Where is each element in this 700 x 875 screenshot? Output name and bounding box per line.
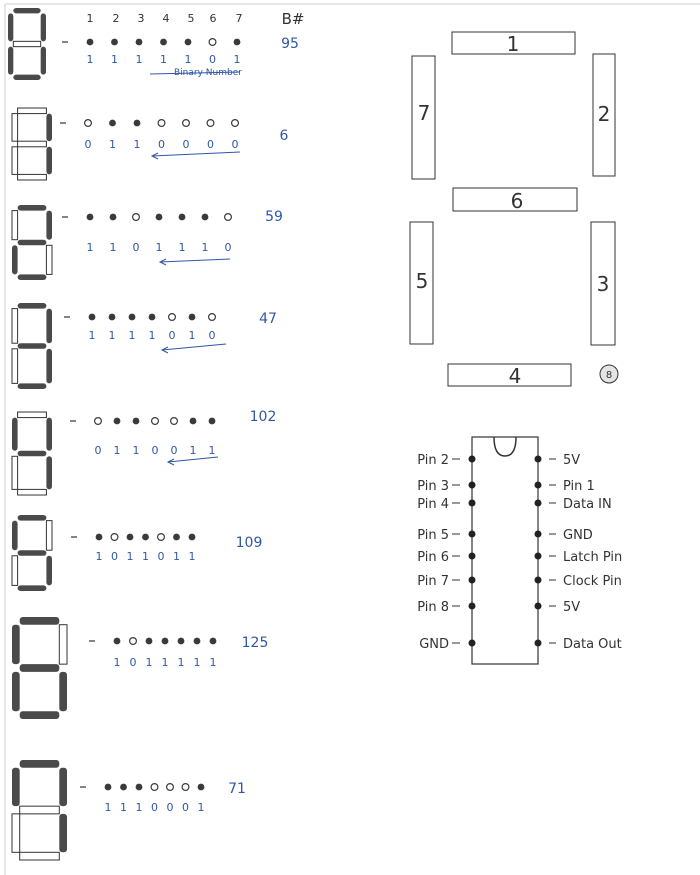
bit-digit: 1 (135, 801, 143, 814)
digit-segment-7 (12, 211, 18, 240)
pin-dot (209, 418, 216, 425)
pin-dot (89, 314, 96, 321)
digit-segment-3 (59, 672, 67, 711)
digit-segment-6 (20, 806, 60, 814)
chip-pin-right-label: Clock Pin (563, 574, 622, 589)
position-number: 2 (112, 12, 120, 25)
digit-segment-5 (12, 147, 18, 175)
bit-digit: 1 (135, 53, 143, 66)
bit-digit: 0 (94, 444, 102, 457)
digit-segment-4 (18, 174, 47, 180)
bit-digit: 1 (109, 138, 116, 151)
bit-digit: 1 (133, 138, 141, 151)
segment-2-label: 2 (597, 102, 611, 126)
digit-segment-1 (20, 760, 60, 768)
bit-digit: 1 (132, 444, 140, 457)
digit-segment-3 (46, 556, 52, 586)
chip-pin-left-label: Pin 6 (417, 550, 449, 565)
pin-dot (198, 784, 205, 791)
decimal-value: 102 (249, 409, 277, 425)
digit-rows (8, 8, 299, 860)
digit-segment-5 (12, 456, 18, 489)
segment-reference-diagram (410, 32, 618, 388)
pin-dot (167, 784, 174, 791)
pin-dot (207, 120, 214, 127)
digit-segment-4 (20, 852, 60, 860)
position-number: 1 (86, 12, 94, 25)
digit-segment-2 (46, 309, 52, 344)
digit-segment-2 (46, 114, 52, 142)
pin-dot (149, 314, 156, 321)
bit-digit: 0 (224, 241, 232, 254)
digit-segment-6 (13, 41, 40, 46)
bit-digit: 0 (231, 138, 239, 151)
pin-dot (160, 39, 167, 46)
digit-segment-3 (46, 349, 52, 384)
chip-pin-right-label: GND (563, 528, 593, 543)
bit-digit: 1 (86, 241, 94, 254)
digit-segment-6 (18, 550, 47, 556)
digit-segment-3 (41, 47, 46, 75)
pin-dot (232, 120, 239, 127)
bit-digit: 0 (207, 138, 214, 151)
chip-pin-left-label: Pin 4 (417, 497, 449, 512)
digit-segment-1 (18, 515, 47, 521)
pin-dot (87, 214, 94, 221)
bit-digit: 1 (201, 241, 209, 254)
bit-digit: 0 (84, 138, 92, 151)
digit-segment-1 (20, 617, 60, 625)
pin-dot (189, 534, 196, 541)
bit-digit: 0 (151, 801, 158, 814)
pin-dot (185, 39, 192, 46)
bit-digit: 0 (132, 241, 140, 254)
pin-dot (194, 638, 201, 645)
chip-pin-right-label: Data IN (563, 497, 612, 512)
digit-row-8 (12, 760, 246, 860)
bit-digit: 1 (233, 53, 241, 66)
bit-digit: 1 (88, 329, 96, 342)
pin-dot (109, 120, 116, 127)
pin-dot (151, 784, 158, 791)
digit-segment-4 (18, 274, 47, 280)
segment-1-label: 1 (506, 32, 520, 56)
binary-number-label: Binary Number (174, 68, 242, 78)
pin-dot (190, 418, 197, 425)
digit-segment-7 (8, 13, 13, 41)
digit-segment-3 (59, 814, 67, 852)
segment-6-label: 6 (510, 189, 524, 213)
pin-dot (179, 214, 186, 221)
chip-pin-right (535, 603, 542, 610)
bit-digit: 1 (197, 801, 205, 814)
digit-segment-7 (12, 625, 20, 664)
bit-digit: 1 (128, 329, 136, 342)
decimal-value: 109 (235, 535, 263, 551)
digit-segment-5 (8, 47, 13, 75)
pin-dot (162, 638, 169, 645)
chip-pin-right-label: 5V (563, 453, 581, 468)
digit-segment-6 (18, 240, 47, 246)
digit-row-7 (12, 617, 268, 719)
digit-segment-2 (41, 13, 46, 41)
digit-segment-1 (18, 303, 47, 309)
chip-pin-left-label: Pin 3 (417, 479, 449, 494)
pin-dot (105, 784, 112, 791)
pin-dot (171, 418, 178, 425)
bit-digit: 1 (104, 801, 112, 814)
bit-order-arrow (152, 152, 240, 156)
digit-segment-2 (46, 521, 52, 551)
bit-digit: 0 (168, 329, 176, 342)
shift-register-chip (417, 437, 622, 664)
bit-digit: 1 (142, 550, 149, 563)
digit-row-4 (12, 303, 277, 389)
digit-segment-1 (18, 412, 47, 418)
pin-dot (189, 314, 196, 321)
bit-digit: 1 (86, 53, 94, 66)
digit-segment-5 (12, 672, 20, 711)
pin-dot (169, 314, 176, 321)
digit-segment-1 (13, 8, 40, 13)
segment-4-label: 4 (508, 364, 522, 388)
pin-dot (183, 120, 190, 127)
bit-digit: 1 (193, 656, 201, 669)
pin-dot (110, 214, 117, 221)
digit-row-1 (8, 8, 299, 80)
bit-digit: 0 (151, 444, 159, 457)
chip-pin-left (469, 640, 476, 647)
digit-row-3 (12, 205, 283, 280)
digit-row-5 (12, 409, 276, 495)
bit-digit: 1 (177, 656, 185, 669)
bit-digit: 1 (120, 801, 127, 814)
pin-dot (95, 418, 102, 425)
pin-dot (234, 39, 241, 46)
digit-segment-3 (46, 456, 52, 489)
bit-digit: 0 (170, 444, 178, 457)
digit-segment-2 (59, 625, 67, 664)
chip-pin-left-label: Pin 7 (417, 574, 449, 589)
bit-order-arrow (160, 259, 230, 262)
decimal-value: 125 (241, 635, 269, 651)
bit-digit: 1 (148, 329, 156, 342)
chip-pin-left (469, 531, 476, 538)
chip-pin-left (469, 603, 476, 610)
segment-5-label: 5 (415, 269, 429, 293)
chip-pin-right (535, 482, 542, 489)
bit-digit: 1 (188, 550, 196, 563)
digit-row-6 (12, 515, 262, 591)
bit-digit: 0 (182, 801, 189, 814)
pin-dot (136, 784, 143, 791)
chip-pin-left (469, 553, 476, 560)
digit-segment-6 (20, 664, 60, 672)
bit-digit: 1 (189, 444, 197, 457)
digit-segment-6 (18, 343, 47, 349)
chip-pin-right (535, 456, 542, 463)
pin-dot (129, 314, 136, 321)
bit-digit: 0 (129, 656, 137, 669)
pin-dot (202, 214, 209, 221)
pin-dot (114, 418, 121, 425)
decimal-value: 6 (279, 128, 289, 144)
decimal-value: 95 (281, 36, 299, 52)
chip-pin-right (535, 553, 542, 560)
digit-segment-7 (12, 768, 20, 806)
pin-dot (85, 120, 92, 127)
digit-segment-3 (46, 245, 52, 274)
pin-dot (146, 638, 153, 645)
pin-dot (209, 39, 216, 46)
chip-pin-left-label: Pin 2 (417, 453, 449, 468)
digit-segment-5 (12, 349, 18, 384)
digit-segment-2 (46, 211, 52, 240)
pin-dot (130, 638, 137, 645)
bit-digit: 0 (209, 53, 216, 66)
position-number: 6 (209, 12, 217, 25)
pin-dot (152, 418, 159, 425)
bit-digit: 0 (208, 329, 216, 342)
digit-segment-5 (12, 814, 20, 852)
decimal-value: 47 (259, 311, 277, 327)
decimal-point-label: 8 (605, 370, 613, 381)
bit-digit: 1 (126, 550, 134, 563)
bit-digit: 0 (182, 138, 190, 151)
digit-segment-6 (18, 141, 47, 147)
position-number: 7 (235, 12, 243, 25)
bit-digit: 1 (108, 329, 116, 342)
chip-pin-right-label: Data Out (563, 637, 622, 652)
chip-pin-left (469, 577, 476, 584)
pin-dot (114, 638, 121, 645)
chip-body (472, 437, 538, 664)
bit-digit: 1 (111, 53, 118, 66)
bit-order-arrow (162, 344, 226, 350)
digit-segment-3 (46, 147, 52, 175)
column-title: B# (281, 10, 305, 28)
chip-right-pins (535, 453, 623, 652)
pin-dot (96, 534, 103, 541)
chip-pin-left-label: Pin 5 (417, 528, 449, 543)
bit-digit: 1 (184, 53, 192, 66)
chip-pin-left (469, 456, 476, 463)
digit-segment-7 (12, 418, 18, 451)
pin-dot (158, 534, 165, 541)
chip-pin-right (535, 500, 542, 507)
digit-segment-1 (18, 205, 47, 211)
chip-left-pins (417, 453, 475, 652)
position-number: 4 (162, 12, 170, 25)
pin-dot (136, 39, 143, 46)
chip-pin-right-label: 5V (563, 600, 581, 615)
digit-segment-4 (13, 75, 40, 80)
pin-dot (210, 638, 217, 645)
chip-pin-right (535, 640, 542, 647)
pin-dot (142, 534, 149, 541)
digit-segment-7 (12, 521, 18, 551)
pin-dot (178, 638, 185, 645)
chip-pin-left (469, 482, 476, 489)
digit-segment-2 (46, 418, 52, 451)
bit-digit: 0 (158, 138, 165, 151)
segment-7-label: 7 (417, 101, 431, 125)
pin-dot (111, 39, 118, 46)
digit-segment-1 (18, 108, 47, 114)
digit-segment-4 (20, 711, 60, 719)
pin-dot (133, 214, 140, 221)
bit-digit: 1 (173, 550, 180, 563)
digit-segment-7 (12, 114, 18, 142)
chip-pin-right (535, 577, 542, 584)
digit-segment-4 (18, 585, 47, 591)
chip-pin-right-label: Pin 1 (563, 479, 595, 494)
bit-digit: 1 (188, 329, 196, 342)
position-number: 5 (187, 12, 195, 25)
pin-dot (109, 314, 116, 321)
digit-segment-5 (12, 556, 18, 586)
pin-dot (134, 120, 141, 127)
bit-digit: 1 (161, 656, 169, 669)
position-numbers (87, 12, 243, 25)
position-number: 3 (137, 12, 145, 25)
pin-dot (173, 534, 180, 541)
bit-digit: 1 (209, 656, 217, 669)
bit-digit: 1 (155, 241, 163, 254)
pin-dot (158, 120, 165, 127)
pin-dot (182, 784, 189, 791)
chip-pin-left-label: GND (419, 637, 449, 652)
digit-row-2 (12, 108, 289, 180)
pin-dot (120, 784, 127, 791)
digit-segment-7 (12, 309, 18, 344)
bit-digit: 1 (145, 656, 153, 669)
pin-dot (209, 314, 216, 321)
bit-digit: 1 (109, 241, 117, 254)
bit-digit: 1 (208, 444, 216, 457)
digit-segment-2 (59, 768, 67, 806)
bit-digit: 0 (111, 550, 118, 563)
digit-segment-6 (18, 451, 47, 457)
digit-segment-5 (12, 245, 18, 274)
pin-dot (127, 534, 134, 541)
chip-pin-left-label: Pin 8 (417, 600, 449, 615)
bit-digit: 1 (113, 656, 121, 669)
digit-segment-4 (18, 383, 47, 389)
bit-digit: 1 (160, 53, 167, 66)
bit-digit: 0 (157, 550, 165, 563)
pin-dot (87, 39, 94, 46)
bit-order-arrow (168, 457, 218, 462)
chip-pin-left (469, 500, 476, 507)
bit-digit: 1 (178, 241, 186, 254)
pin-dot (133, 418, 140, 425)
segment-3-label: 3 (596, 272, 610, 296)
chip-pin-right (535, 531, 542, 538)
pin-dot (225, 214, 232, 221)
bit-digit: 1 (113, 444, 121, 457)
bit-digit: 0 (166, 801, 174, 814)
decimal-value: 59 (265, 209, 283, 225)
pin-dot (156, 214, 163, 221)
decimal-value: 71 (228, 781, 246, 797)
bit-digit: 1 (95, 550, 103, 563)
digit-segment-4 (18, 489, 47, 495)
chip-pin-right-label: Latch Pin (563, 550, 623, 565)
pin-dot (111, 534, 118, 541)
